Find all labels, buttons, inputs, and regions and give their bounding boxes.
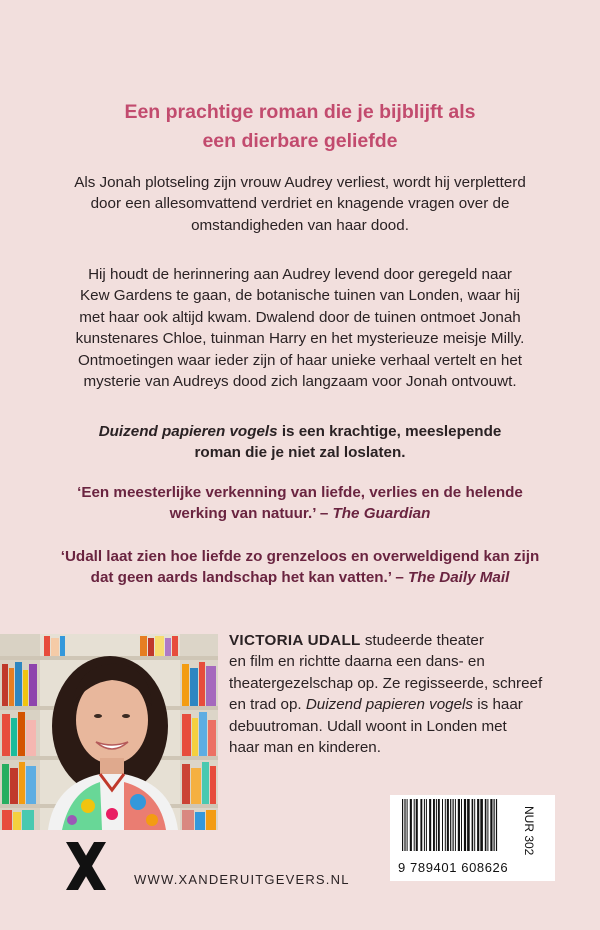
barcode-bar: [436, 799, 437, 851]
tagline-line: Een prachtige roman die je bijblijft als: [124, 101, 476, 123]
barcode-bar: [450, 799, 451, 851]
barcode-bar: [410, 799, 412, 851]
quote-line: werking van natuur.’ –: [169, 505, 333, 523]
tagline-line: een dierbare geliefde: [202, 130, 398, 152]
barcode-bar: [407, 799, 408, 851]
bio-text: haar man en kinderen.: [229, 739, 381, 757]
bio-text: debuutroman. Udall woont in Londen met: [229, 717, 507, 735]
barcode-bar: [474, 799, 475, 851]
barcode-bar: [416, 799, 418, 851]
quote-line: dat geen aards landschap het kan vatten.’ –: [90, 569, 409, 587]
book-title: Duizend papieren vogels: [305, 696, 474, 714]
paragraph-line: door een allesomvattend verdriet en knagende vragen over de: [90, 195, 510, 213]
barcode-bar: [404, 799, 405, 851]
barcode-bar: [438, 799, 440, 851]
pitch-text: roman die je niet zal loslaten.: [194, 444, 406, 462]
barcode-bar: [464, 799, 466, 851]
barcode-bar: [490, 799, 492, 851]
bio-text: is haar: [473, 696, 523, 714]
barcode-bar: [424, 799, 425, 851]
barcode-bar: [426, 799, 427, 851]
barcode-bar: [487, 799, 488, 851]
barcode-bars: [398, 799, 526, 861]
pitch-text: is een krachtige, meeslepende: [277, 423, 502, 440]
author-bio: [229, 630, 569, 758]
quote-source: The Daily Mail: [408, 569, 510, 587]
barcode-bar: [442, 799, 443, 851]
paragraph-line: kunstenares Chloe, tuinman Harry en het mysterieuze meisje Milly.: [75, 330, 525, 348]
pitch: [52, 421, 548, 464]
quote-source: The Guardian: [332, 505, 431, 523]
paragraph-line: Kew Gardens te gaan, de botanische tuinen van Londen, waar hij: [80, 287, 520, 305]
synopsis-paragraph-1: [52, 172, 548, 236]
quote-line: ‘Udall laat zien hoe liefde zo grenzeloos en overweldigend kan zijn: [60, 548, 540, 565]
paragraph-line: omstandigheden van haar dood.: [191, 216, 409, 234]
book-title: Duizend papieren vogels: [98, 423, 278, 440]
author-name: VICTORIA UDALL: [229, 632, 361, 649]
barcode-bar: [447, 799, 449, 851]
xander-logo: [62, 838, 112, 898]
paragraph-line: Ontmoetingen waar ieder zijn of haar unieke verhaal vertelt en het: [77, 351, 523, 369]
barcode-bar: [433, 799, 435, 851]
barcode-bar: [402, 799, 403, 851]
barcode-bar: [467, 799, 470, 851]
barcode-bar: [414, 799, 415, 851]
review-quote-daily-mail: [30, 546, 570, 589]
isbn-digits: 9 789401 608626: [398, 860, 509, 875]
barcode-bar: [445, 799, 446, 851]
barcode-bar: [480, 799, 483, 851]
paragraph-line: Hij houdt de herinnering aan Audrey levend door geregeld naar: [88, 266, 512, 283]
bio-text: en film en richtte daarna een dans- en: [229, 653, 485, 671]
barcode-bar: [472, 799, 474, 851]
publisher-website: WWW.XANDERUITGEVERS.NL: [134, 872, 350, 887]
paragraph-line: Als Jonah plotseling zijn vrouw Audrey verliest, wordt hij verpletterd: [74, 174, 526, 191]
quote-line: ‘Een meesterlijke verkenning van liefde, verlies en de helende: [77, 484, 523, 501]
barcode-bar: [429, 799, 431, 851]
bio-text: theatergezelschap op. Ze regisseerde, schreef: [229, 674, 543, 692]
tagline: [60, 98, 540, 156]
bio-text: studeerde theater: [360, 632, 484, 649]
barcode-bar: [455, 799, 456, 851]
barcode-bar: [496, 799, 497, 851]
barcode-bar: [461, 799, 462, 851]
barcode-bar: [485, 799, 487, 851]
author-photo: [0, 634, 218, 830]
bio-text: en trad op.: [229, 696, 306, 714]
synopsis-paragraph-2: [52, 264, 548, 392]
paragraph-line: mysterie van Audreys dood zich langzaam voor Jonah ontvouwt.: [83, 373, 517, 391]
barcode-bar: [453, 799, 454, 851]
barcode-bar: [458, 799, 460, 851]
barcode-bar: [494, 799, 495, 851]
barcode-bar: [420, 799, 422, 851]
barcode-bar: [477, 799, 479, 851]
paragraph-line: met haar ook altijd kwam. Dwalend door de tuinen ontmoet Jonah: [79, 308, 521, 326]
review-quote-guardian: [30, 482, 570, 525]
nur-code: NUR 302: [522, 806, 536, 856]
